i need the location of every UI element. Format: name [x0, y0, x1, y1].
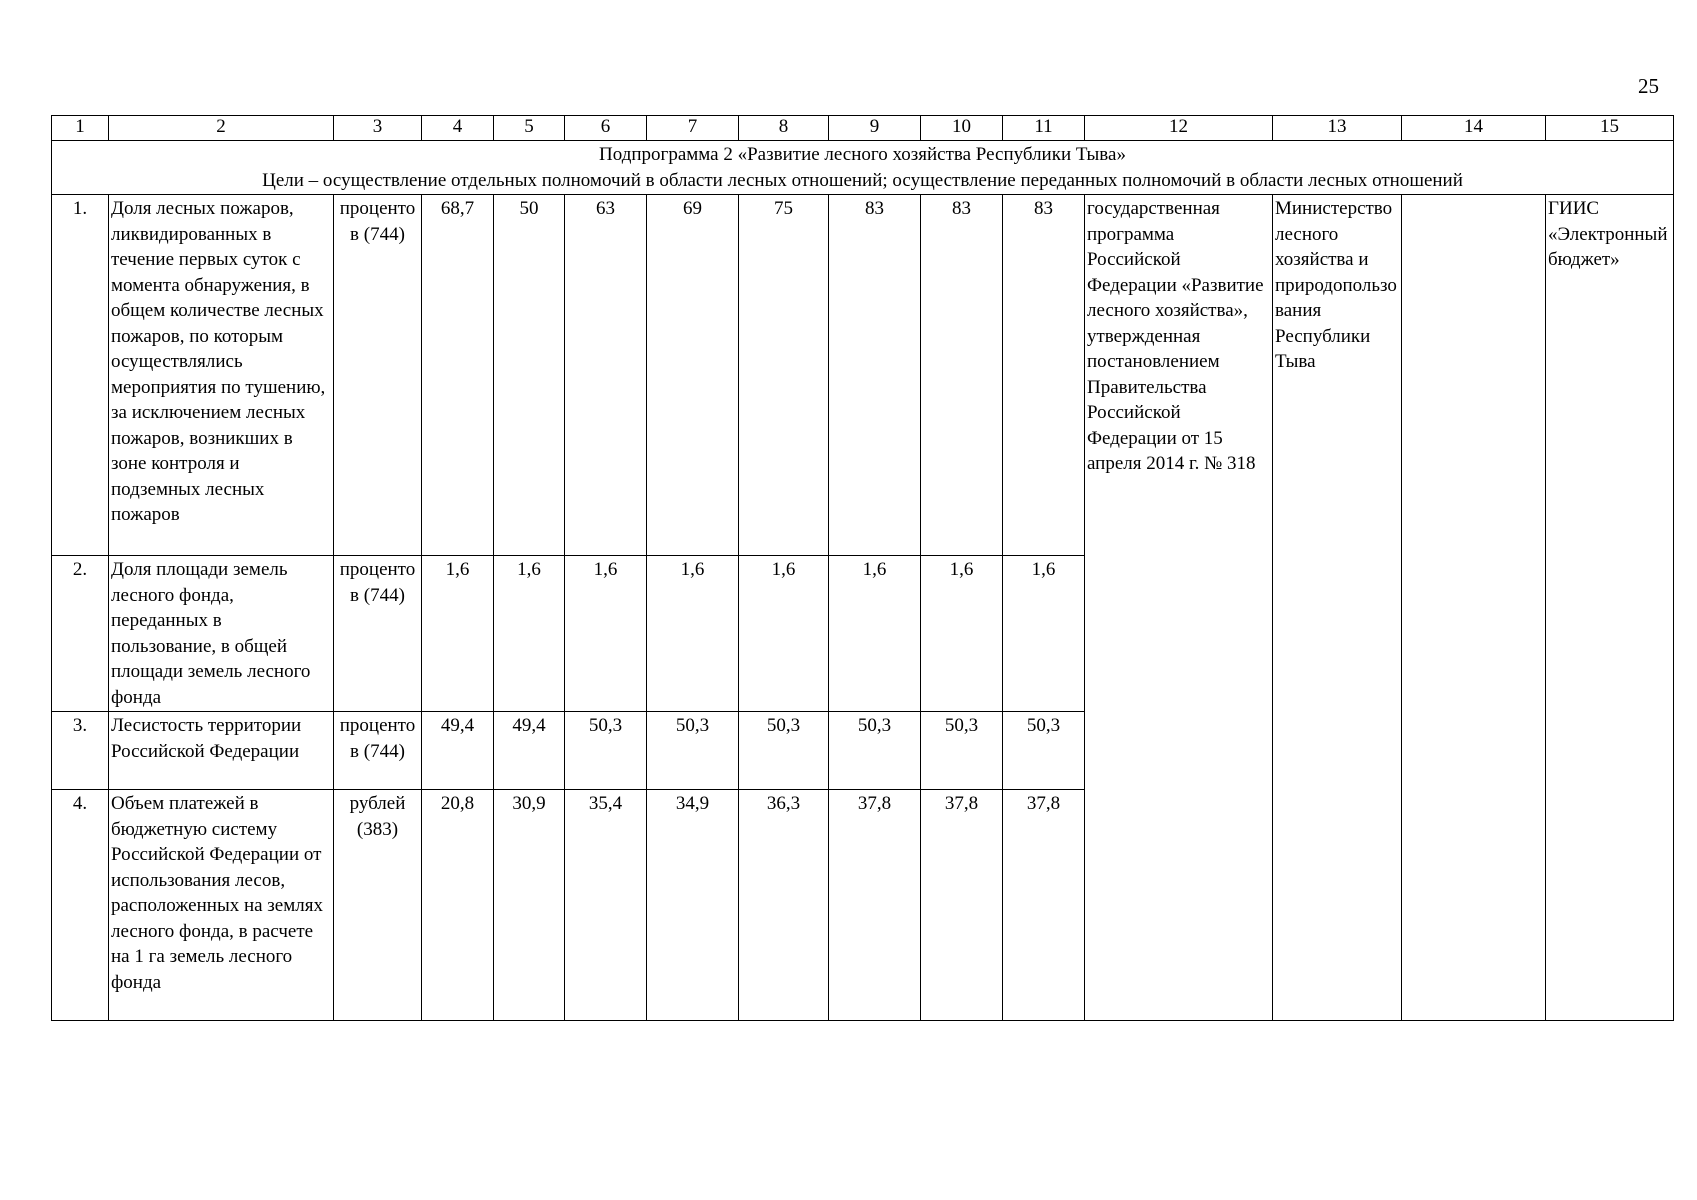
value-cell: 50,3	[739, 712, 829, 790]
column-number: 9	[829, 116, 921, 141]
value-cell: 1,6	[422, 556, 494, 712]
column-number-row	[52, 116, 1674, 141]
value-cell: 30,9	[494, 790, 565, 1021]
table-row	[52, 195, 1674, 556]
value-cell: 69	[647, 195, 739, 556]
value-cell: 50,3	[647, 712, 739, 790]
column-number: 6	[565, 116, 647, 141]
indicator-name: Лесистость территории Российской Федерации	[109, 712, 334, 790]
value-cell: 50,3	[565, 712, 647, 790]
regulatory-document: государственная программа Российской Федерации «Развитие лесного хозяйства», утвержденная постановлением Правительства Российской Федерации от 15 апреля 2014 г. № 318	[1085, 195, 1273, 1021]
indicator-name: Доля площади земель лесного фонда, переданных в пользование, в общей площади земель лесного фонда	[109, 556, 334, 712]
value-cell: 37,8	[1003, 790, 1085, 1021]
page-number: 25	[1638, 74, 1659, 98]
value-cell: 1,6	[647, 556, 739, 712]
row-number: 4.	[52, 790, 109, 1021]
value-cell: 1,6	[829, 556, 921, 712]
value-cell: 83	[921, 195, 1003, 556]
subprogram-header-row	[52, 141, 1674, 195]
column-number: 5	[494, 116, 565, 141]
value-cell: 49,4	[494, 712, 565, 790]
subprogram-goals: Цели – осуществление отдельных полномочий в области лесных отношений; осуществление переданных полномочий в области лесных отношений	[262, 169, 1463, 191]
value-cell: 1,6	[494, 556, 565, 712]
column-number: 15	[1546, 116, 1674, 141]
subprogram-header	[52, 141, 1674, 195]
column-number: 2	[109, 116, 334, 141]
value-cell: 35,4	[565, 790, 647, 1021]
row-number: 2.	[52, 556, 109, 712]
value-cell: 63	[565, 195, 647, 556]
indicators-table	[51, 115, 1674, 1021]
column-number: 3	[334, 116, 422, 141]
column-number: 11	[1003, 116, 1085, 141]
column-number: 1	[52, 116, 109, 141]
value-cell: 1,6	[1003, 556, 1085, 712]
responsible-executor: Министерство лесного хозяйства и природопользования Республики Тыва	[1273, 195, 1402, 1021]
value-cell: 37,8	[829, 790, 921, 1021]
value-cell: 75	[739, 195, 829, 556]
unit: рублей (383)	[334, 790, 422, 1021]
value-cell: 68,7	[422, 195, 494, 556]
value-cell: 36,3	[739, 790, 829, 1021]
value-cell: 83	[829, 195, 921, 556]
column-number: 8	[739, 116, 829, 141]
indicator-name: Объем платежей в бюджетную систему Российской Федерации от использования лесов, расположенных на землях лесного фонда, в расчете на 1 га земель лесного фонда	[109, 790, 334, 1021]
data-source: ГИИС «Электронный бюджет»	[1546, 195, 1674, 1021]
value-cell: 1,6	[921, 556, 1003, 712]
value-cell: 49,4	[422, 712, 494, 790]
value-cell: 20,8	[422, 790, 494, 1021]
unit: процентов (744)	[334, 195, 422, 556]
row-number: 1.	[52, 195, 109, 556]
value-cell: 50,3	[1003, 712, 1085, 790]
value-cell: 1,6	[565, 556, 647, 712]
unit: процентов (744)	[334, 556, 422, 712]
column-number: 12	[1085, 116, 1273, 141]
column-number: 4	[422, 116, 494, 141]
unit: процентов (744)	[334, 712, 422, 790]
value-cell: 37,8	[921, 790, 1003, 1021]
column-number: 13	[1273, 116, 1402, 141]
column-number: 14	[1402, 116, 1546, 141]
indicator-name: Доля лесных пожаров, ликвидированных в течение первых суток с момента обнаружения, в общем количестве лесных пожаров, по которым осуществлялись мероприятия по тушению, за исключением лесных пожаров, возникших в зоне контроля и подземных лесных пожаров	[109, 195, 334, 556]
value-cell: 50,3	[829, 712, 921, 790]
subprogram-title: Подпрограмма 2 «Развитие лесного хозяйства Республики Тыва»	[599, 144, 1126, 165]
value-cell: 1,6	[739, 556, 829, 712]
value-cell: 83	[1003, 195, 1085, 556]
row-number: 3.	[52, 712, 109, 790]
column-14-cell	[1402, 195, 1546, 1021]
column-number: 10	[921, 116, 1003, 141]
value-cell: 34,9	[647, 790, 739, 1021]
column-number: 7	[647, 116, 739, 141]
value-cell: 50	[494, 195, 565, 556]
value-cell: 50,3	[921, 712, 1003, 790]
